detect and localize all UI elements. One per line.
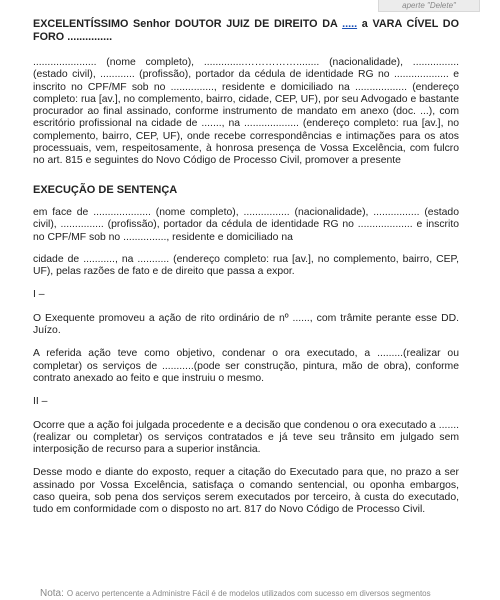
- paragraph-i-1: O Exequente promoveu a ação de rito ordinário de nº ......, com trâmite perante esse DD. Juízo.: [33, 312, 459, 337]
- section-title: EXECUÇÃO DE SENTENÇA: [33, 183, 178, 196]
- footer-note-label: Nota:: [40, 588, 64, 599]
- document-page: [33, 18, 459, 528]
- top-bar: [0, 0, 500, 12]
- document-title: [33, 18, 459, 44]
- section-roman-i: I –: [33, 289, 45, 301]
- title-part-a: EXCELENTÍSSIMO Senhor DOUTOR JUIZ DE DIREITO DA: [33, 18, 343, 30]
- against-paragraph-1: em face de .................... (nome completo), ................ (nacionalidade), ................ (estado civil), ............... (profissão), portador da cédula de identidade RG no ................... e inscrito no CPF/MF sob no ..............., residente e domiciliado na: [33, 206, 459, 243]
- paragraph-ii-1: Ocorre que a ação foi julgada procedente e a decisão que condenou o ora executado a .......(realizar ou completar) os serviços contratados e já teve seu trânsito em julgado sem interposição de recurso para a superior instância.: [33, 419, 459, 456]
- footer-note-text: O acervo pertencente a Administre Fácil é de modelos utilizados com sucesso em diversos segmentos: [66, 589, 431, 598]
- delete-hint-tab[interactable]: aperte "Delete": [378, 0, 480, 12]
- paragraph-ii-2: Desse modo e diante do exposto, requer a citação do Executado para que, no prazo a ser assinado por Vossa Excelência, satisfaça o comando sentencial, ou oponha embargos, caso queira, sob pena dos serviços serem executados por terceiro, à custa do executado, tudo em conformidade com o disposto no art. 817 do Novo Código de Processo Civil.: [33, 467, 459, 516]
- footer-note: [40, 588, 500, 599]
- title-blank-field[interactable]: .....: [342, 18, 358, 30]
- against-paragraph-2: cidade de ..........., na ........... (endereço completo: rua [av.], no complemento, bairro, CEP, UF), pelas razões de fato e de direito que passa a expor.: [33, 253, 459, 278]
- paragraph-i-2: A referida ação teve como objetivo, condenar o ora executado, a .........(realizar ou completar) os serviços de ...........(pode ser construção, pintura, mão de obra), conforme contrato anexado ao feito e que instruiu o mesmo.: [33, 348, 459, 384]
- intro-paragraph: ...................... (nome completo), ..............……………........ (nacionalidade), ................ (estado civil), ............ (profissão), portador da cédula de identidade RG no ................... e inscrito no CPF/MF sob no ..............., residente e domiciliado na .................. (endereço completo: rua [av.], no complemento, bairro, cidade, CEP, UF), por seu Advogado e bastante procurador ao final assinado, conforme instrumento de mandato em anexo (doc. ...), com escritório profissional na cidade de ......., na ................... (endereço completo: rua [av.], no complemento, bairro, CEP, UF), onde recebe correspondências e intimações para os atos processuais, vem, respeitosamente, à honrosa presença de Vossa Excelência, com fulcro no art. 815 e seguintes do Novo Código de Processo Civil, promover a presente: [33, 57, 459, 167]
- title-part-b: a VARA CÍVEL DO FORO ...............: [33, 18, 459, 43]
- section-roman-ii: II –: [33, 396, 48, 408]
